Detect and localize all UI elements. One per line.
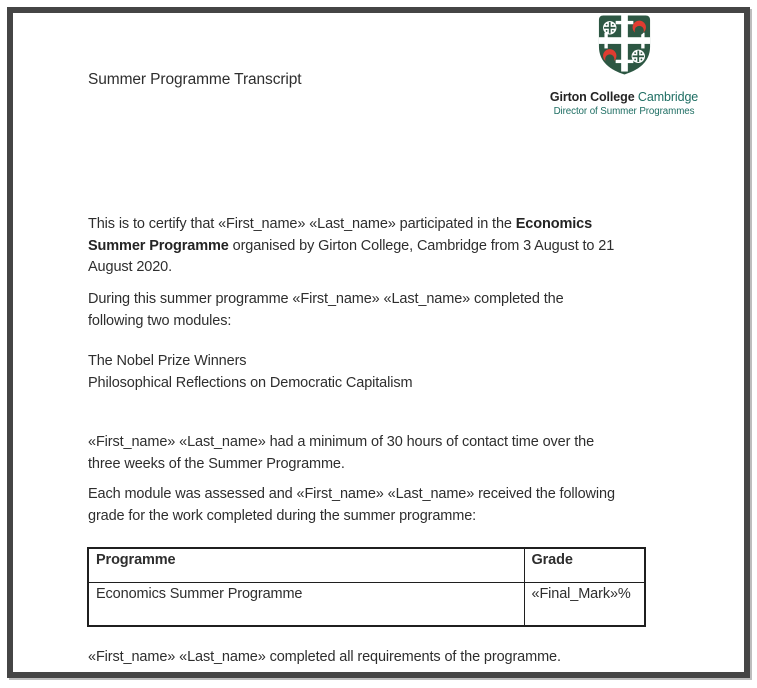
college-name-line [538,90,710,104]
module-item: The Nobel Prize Winners [88,353,247,369]
logo-subtitle: Director of Summer Programmes [553,106,695,117]
cell-grade: «Final_Mark»% [524,582,645,626]
text-line: grade for the work completed during the summer programme: [88,507,477,524]
cell-programme: Economics Summer Programme [88,582,524,626]
text-line: Each module was assessed and «First_name» «Last_name» received the following [88,486,615,502]
paragraph-assessment [88,484,615,527]
programme-name-bold: Economics [515,216,593,232]
paragraph-closing [88,647,561,669]
text-line: During this summer programme «First_name» «Last_name» completed the [88,291,564,307]
paragraph-certify [88,214,614,279]
module-item: Philosophical Reflections on Democratic Capitalism [88,374,413,391]
table-row [88,582,645,626]
college-logo [538,13,710,117]
text-line: August 2020. [88,259,173,275]
certify-text: organised by Girton College, Cambridge from 3 August to 21 [228,237,615,254]
document-title: Summer Programme Transcript [88,71,302,88]
header-grade: Grade [524,548,645,582]
college-name: Girton College [549,90,635,104]
text-line: three weeks of the Summer Programme. [88,455,345,472]
text-line: «First_name» «Last_name» completed all requirements of the programme. [88,649,561,665]
text-line [88,236,614,258]
text-line: following two modules: [88,312,232,329]
header-programme: Programme [88,548,524,582]
table-header-row [88,548,645,582]
certify-text: This is to certify that «First_name» «Last_name» participated in the [88,216,516,232]
girton-crest-icon [595,13,654,76]
programme-name-bold: Summer Programme [88,237,229,254]
grades-table [87,547,646,627]
module-list [88,351,412,394]
paragraph-modules-intro [88,289,564,332]
text-line [88,214,614,236]
college-city: Cambridge [637,90,699,104]
paragraph-contact-time [88,432,594,475]
text-line: «First_name» «Last_name» had a minimum of 30 hours of contact time over the [88,434,595,450]
